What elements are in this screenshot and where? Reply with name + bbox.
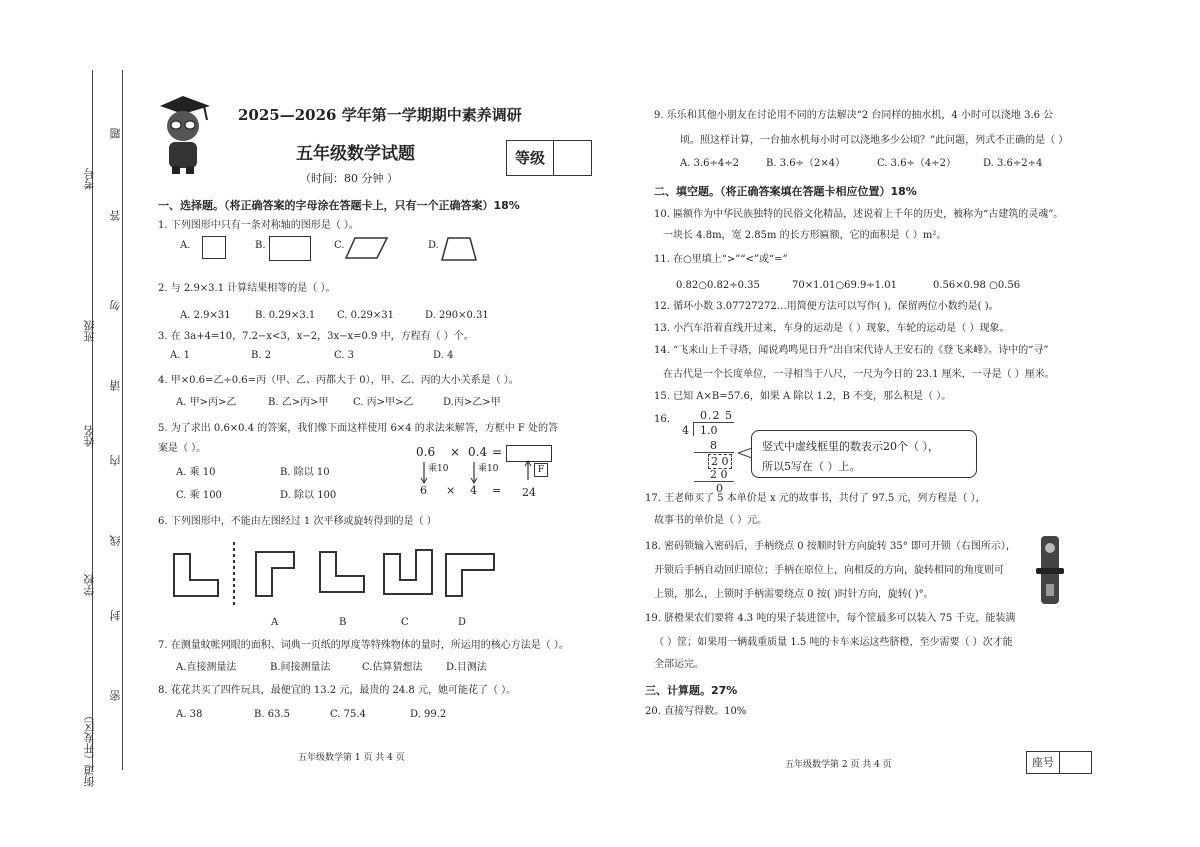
q18-stem-line1: 18. 密码锁输入密码后，手柄绕点 0 按顺时针方向旋转 35° 即可开锁（右图所示）， <box>645 541 1016 552</box>
q19-stem-line3: 全部运完。 <box>654 659 704 670</box>
q10-stem-line1: 10. 匾额作为中华民族独特的民俗文化精品，述说着上千年的历史，被称为“古建筑的灵魂”。 <box>654 209 1064 220</box>
q2-option-a: A. 2.9×31 <box>180 310 231 321</box>
q16-row1: 8 <box>710 439 717 452</box>
q8-option-c: C. 75.4 <box>330 709 366 720</box>
q1-option-c: C. <box>334 240 345 251</box>
q16-row3: 2 0 <box>710 468 728 481</box>
q4-option-c: C. 丙>甲>乙 <box>353 397 414 408</box>
q5-product: 24 <box>522 486 536 499</box>
q16-callout-line2: 所以5写在（ ）上。 <box>762 460 861 473</box>
q16-dashed-box: 2 0 <box>708 454 732 469</box>
q4-stem: 4. 甲×0.6=乙÷0.6=丙（甲、乙、丙都大于 0），甲、乙、丙的大小关系是（ ）。 <box>158 375 519 386</box>
seal-char: 请 <box>109 380 122 391</box>
q1-shape-parallelogram <box>345 236 389 260</box>
q13-stem: 13. 小汽车沿着直线开过来，车身的运动是（ ）现象，车轮的运动是（ ）现象。 <box>654 323 1010 334</box>
q4-option-b: B. 乙>丙>甲 <box>268 397 329 408</box>
q19-stem-line1: 19. 脐橙果农们要将 4.3 吨的果子装进筐中，每个筐最多可以装入 75 千克，能装满 <box>645 613 1016 624</box>
q5-option-d: D. 除以 100 <box>280 490 337 501</box>
district-label: 街道（开发区） <box>83 710 96 787</box>
q6-label-c: C <box>401 617 409 628</box>
q4-option-d: D.丙>乙>甲 <box>443 397 501 408</box>
q19-stem-line2: （ ）筐；如果用一辆载重质量 1.5 吨的卡车来运这些脐橙，至少需要（ ）次才能 <box>654 637 1013 648</box>
q16-rule1 <box>694 452 734 453</box>
grade-label: 等级 <box>507 141 554 175</box>
q1-stem: 1. 下列图形中只有一条对称轴的图形是（ ）。 <box>158 220 359 231</box>
section2-title: 二、填空题。（将正确答案填在答题卡相应位置）18% <box>654 185 917 198</box>
q11-stem: 11. 在○里填上“>”“<”或“=” <box>654 254 788 265</box>
q6-label-d: D <box>458 617 467 628</box>
q2-option-d: D. 290×0.31 <box>425 310 489 321</box>
seal-char: 题 <box>109 128 122 139</box>
q15-stem: 15. 已知 A×B=57.6，如果 A 除以 1.2，B 不变，那么积是（ ）。 <box>654 391 952 402</box>
q16-quotient-line <box>694 422 734 423</box>
q4-option-a: A. 甲>丙>乙 <box>176 397 237 408</box>
q18-stem-line2: 开锁后手柄自动回归原位；手柄在原位上，向相反的方向，旋转相同的角度则可 <box>654 565 1004 576</box>
q7-option-b: B.间接测量法 <box>270 662 331 673</box>
q2-stem: 2. 与 2.9×3.1 计算结果相等的是（ ）。 <box>158 283 336 294</box>
q5-times-sign-2: × <box>446 484 456 497</box>
q5-factor-b: 0.4 <box>468 445 488 459</box>
q16-number: 16. <box>654 414 670 425</box>
q5-equals-sign-2: = <box>492 484 502 497</box>
q9-option-a: A. 3.6÷4÷2 <box>680 158 739 169</box>
mascot-image <box>152 92 214 176</box>
q16-callout-pointer <box>738 446 752 460</box>
q1-shape-trapezoid <box>440 236 478 262</box>
q17-stem-line1: 17. 王老师买了 5 本单价是 x 元的故事书，共付了 97.5 元，列方程是（ ）， <box>645 493 986 504</box>
q1-option-a: A. <box>180 240 191 251</box>
seal-char: 密 <box>109 690 122 701</box>
q1-shape-square <box>202 236 226 259</box>
seal-char: 勿 <box>109 300 122 311</box>
q6-label-a: A <box>271 617 279 628</box>
q7-stem: 7. 在测量蚊帐网眼的面积、词典一页纸的厚度等特殊物体的量时，所运用的核心方法是（ ）。 <box>158 640 569 651</box>
q16-divisor: 4 <box>682 424 689 437</box>
q8-stem: 8. 花花共买了四件玩具，最便宜的 13.2 元，最贵的 24.8 元，她可能花了（ ）。 <box>158 685 517 696</box>
q2-option-c: C. 0.29×31 <box>337 310 395 321</box>
q2-option-b: B. 0.29×3.1 <box>255 310 316 321</box>
seal-char: 线 <box>109 535 122 546</box>
q5-factor-d: 4 <box>470 484 477 497</box>
q16-rule2 <box>694 481 734 482</box>
q5-option-c: C. 乘 100 <box>176 490 222 501</box>
q1-option-d: D. <box>428 240 439 251</box>
page2-footer: 五年级数学第 2 页 共 4 页 <box>785 760 892 770</box>
q7-option-c: C.估算猜想法 <box>362 662 423 673</box>
school-label: 学校 <box>83 574 96 596</box>
q14-stem-line2: 在古代是一个长度单位，一寻相当于八尺，一尺为今日的 23.1 厘米，一寻是（ ）厘米。 <box>663 369 1055 380</box>
q11-item-2: 70×1.01○69.9÷1.01 <box>792 280 898 291</box>
q16-long-division <box>680 409 742 495</box>
q5-arrow-a-label: 乘10 <box>428 464 449 474</box>
q5-stem-line2: 案是（ ）。 <box>158 443 207 454</box>
lock-handle-image <box>1036 534 1066 608</box>
q5-option-b: B. 除以 10 <box>280 467 330 478</box>
q10-stem-line2: 一块长 4.8m，宽 2.85m 的长方形匾额，它的面积是（ ）m²。 <box>663 230 947 241</box>
q9-option-b: B. 3.6÷（2×4） <box>766 158 846 169</box>
seal-char: 封 <box>109 610 122 621</box>
seal-char: 答 <box>109 210 122 221</box>
q5-stem-line1: 5. 为了求出 0.6×0.4 的答案，我们像下面这样使用 6×4 的求法来解答，方框中 F 处的答 <box>158 423 559 434</box>
q3-option-b: B. 2 <box>251 350 272 361</box>
q8-option-b: B. 63.5 <box>254 709 290 720</box>
q9-stem-line1: 9. 乐乐和其他小朋友在讨论用不同的方法解决“2 台同样的抽水机，4 小时可以浇地 3.6 公 <box>654 110 1054 121</box>
q5-f-box: F <box>534 463 548 477</box>
q16-remainder: 0 <box>716 482 723 495</box>
q9-option-c: C. 3.6÷（4÷2） <box>877 158 957 169</box>
q20-stem: 20. 直接写得数。10% <box>645 706 747 717</box>
q3-stem: 3. 在 3a+4=10，7.2−x<3，x−2，3x−x=0.9 中，方程有（ ）个。 <box>158 331 474 342</box>
q6-figures <box>168 540 508 610</box>
q12-stem: 12. 循环小数 3.07727272…用简便方法可以写作( )，保留两位小数约是( )。 <box>654 301 999 312</box>
q8-option-a: A. 38 <box>176 709 203 720</box>
q16-dividend: 1.0 <box>700 424 718 437</box>
q5-arrow-b-label: 乘10 <box>478 464 499 474</box>
section1-title: 一、选择题。（将正确答案的字母涂在答题卡上，只有一个正确答案）18% <box>158 199 520 212</box>
seat-number-label: 座号 <box>1027 752 1060 773</box>
q18-stem-line3: 上锁，那么，上锁时手柄需要绕点 0 按( )时针方向，旋转( )°。 <box>654 589 934 600</box>
q1-option-b: B. <box>255 240 266 251</box>
q16-quotient: 0.2 5 <box>700 409 733 422</box>
q17-stem-line2: 故事书的单价是（ ）元。 <box>654 515 768 526</box>
q11-item-3: 0.56×0.98 ○0.56 <box>933 280 1021 291</box>
q11-item-1: 0.82○0.82÷0.35 <box>676 280 760 291</box>
q5-factor-c: 6 <box>420 484 427 497</box>
class-label: 班级 <box>83 320 96 342</box>
q16-callout-line1: 竖式中虚线框里的数表示20个（ ）， <box>762 440 939 453</box>
q9-option-d: D. 3.6÷2÷4 <box>983 158 1043 169</box>
q7-option-d: D.目测法 <box>446 662 487 673</box>
q6-stem: 6. 下列图形中，不能由左图经过 1 次平移或旋转得到的是（ ） <box>158 516 437 527</box>
exam-time: （时间：80 分钟 ） <box>300 172 398 185</box>
q3-option-c: C. 3 <box>334 350 355 361</box>
q3-option-d: D. 4 <box>433 350 454 361</box>
seat-number-box <box>1026 751 1092 774</box>
section3-title: 三、计算题。27% <box>645 684 738 697</box>
q5-equals-sign: = <box>492 445 503 459</box>
q5-times-sign: × <box>450 445 461 459</box>
grade-box <box>506 140 592 176</box>
name-label: 姓名 <box>83 425 96 447</box>
q7-option-a: A.直接测量法 <box>176 662 237 673</box>
exam-subtitle: 五年级数学试题 <box>296 144 415 164</box>
binding-line-inner <box>122 70 123 770</box>
q16-callout <box>751 430 977 478</box>
q5-factor-a: 0.6 <box>416 445 436 459</box>
q1-shape-rectangle <box>269 236 311 261</box>
q9-stem-line2: 顷。照这样计算，一台抽水机每小时可以浇地多少公顷？”此问题，列式不正确的是（ ） <box>680 135 1069 146</box>
exam-title: 2025—2026 学年第一学期期中素养调研 <box>238 106 522 124</box>
page1-footer: 五年级数学第 1 页 共 4 页 <box>298 753 405 763</box>
q3-option-a: A. 1 <box>170 350 190 361</box>
q14-stem-line1: 14. “飞来山上千寻塔，闻说鸡鸣见日升”出自宋代诗人王安石的《登飞来峰》。诗中的“寻” <box>654 345 1049 356</box>
seal-char: 内 <box>109 455 122 466</box>
q8-option-d: D. 99.2 <box>410 709 447 720</box>
q5-option-a: A. 乘 10 <box>176 467 216 478</box>
exam-number-label: 考号 <box>83 168 96 190</box>
q16-bracket <box>693 422 694 436</box>
q5-diagram <box>414 442 564 500</box>
q6-label-b: B <box>339 617 347 628</box>
